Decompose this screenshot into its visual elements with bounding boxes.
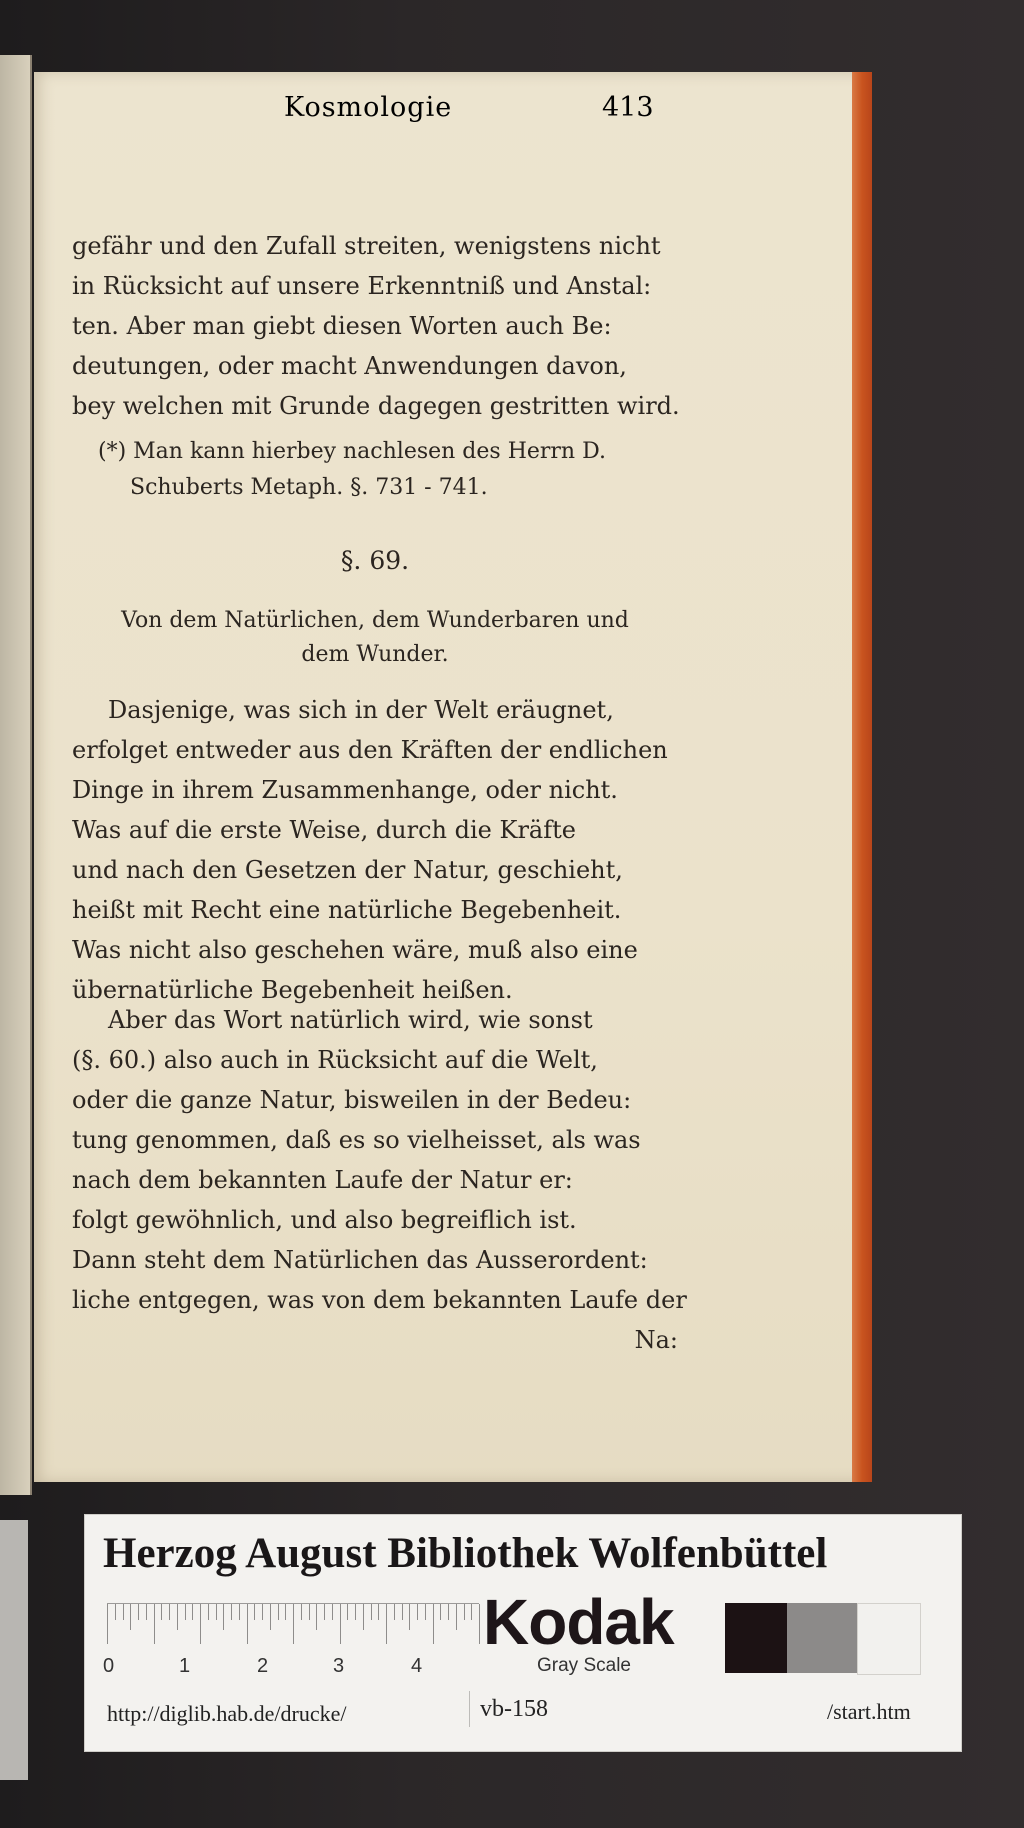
ruler-tick (247, 1604, 248, 1644)
ruler-tick (425, 1604, 426, 1620)
footnote-line: (*) Man kann hierbey nachlesen des Herrn D. (98, 439, 606, 464)
institution-name: Herzog August Bibliothek Wolfenbüttel (103, 1530, 828, 1577)
ruler-tick (363, 1604, 364, 1630)
ruler-tick (433, 1604, 434, 1644)
swatch-black (725, 1603, 787, 1673)
ruler-tick (107, 1604, 108, 1644)
running-title: Kosmologie (284, 92, 453, 123)
ruler-tick (169, 1604, 170, 1620)
text-line: ten. Aber man giebt diesen Worten auch Be: (72, 312, 612, 340)
ruler-tick (192, 1604, 193, 1620)
text-line: Was nicht also geschehen wäre, muß also eine (72, 936, 638, 964)
ruler-tick (208, 1604, 209, 1620)
ruler-tick (479, 1604, 480, 1644)
ruler-tick (216, 1604, 217, 1620)
text-line: nach dem bekannten Laufe der Natur er: (72, 1166, 573, 1194)
ruler-tick (293, 1604, 294, 1644)
paragraph-natural (72, 1000, 687, 1360)
page-header (240, 92, 660, 132)
url-suffix: /start.htm (827, 1699, 911, 1724)
text-line: in Rücksicht auf unsere Erkenntniß und Anstal: (72, 272, 652, 300)
page-red-edge (852, 72, 872, 1482)
text-line: gefähr und den Zufall streiten, wenigstens nicht (72, 232, 661, 260)
ruler-tick (378, 1604, 379, 1620)
ruler-tick (386, 1604, 387, 1644)
section-title (72, 604, 678, 672)
section-heading: §. 69. (340, 546, 410, 575)
ruler-tick (154, 1604, 155, 1644)
text-line: deutungen, oder macht Anwendungen davon, (72, 352, 627, 380)
text-line: tung genommen, daß es so vielheisset, als was (72, 1126, 641, 1154)
text-line: bey welchen mit Grunde dagegen gestritten wird. (72, 392, 680, 420)
text-line: heißt mit Recht eine natürliche Begebenheit. (72, 896, 622, 924)
section-title-line: Von dem Natürlichen, dem Wunderbaren und (121, 608, 629, 633)
scale-ruler (107, 1603, 479, 1644)
text-line: Was auf die erste Weise, durch die Kräfte (72, 816, 576, 844)
ruler-tick (115, 1604, 116, 1620)
ruler-tick (239, 1604, 240, 1620)
catchword: Na: (634, 1326, 678, 1354)
ruler-number: 4 (411, 1655, 423, 1677)
ruler-tick (464, 1604, 465, 1620)
ruler-tick (402, 1604, 403, 1620)
text-line: erfolget entweder aus den Kräften der endlichen (72, 736, 668, 764)
url-base: http://diglib.hab.de/drucke/ (107, 1701, 347, 1726)
ruler-tick (262, 1604, 263, 1620)
text-line: Dasjenige, was sich in der Welt eräugnet, (108, 696, 614, 724)
ruler-tick (161, 1604, 162, 1620)
page-number: 413 (602, 92, 654, 123)
ruler-tick (332, 1604, 333, 1620)
text-line: folgt gewöhnlich, und also begreiflich ist. (72, 1206, 577, 1234)
text-line: (§. 60.) also auch in Rücksicht auf die Welt, (72, 1046, 598, 1074)
ruler-tick (309, 1604, 310, 1620)
ruler-tick (185, 1604, 186, 1620)
text-line: übernatürliche Begebenheit heißen. (72, 976, 513, 1004)
paragraph-definition (72, 690, 678, 1010)
text-line: oder die ganze Natur, bisweilen in der Bedeu: (72, 1086, 632, 1114)
ruler-tick (440, 1604, 441, 1620)
ruler-tick (471, 1604, 472, 1620)
footnote (72, 434, 678, 506)
ruler-tick (371, 1604, 372, 1620)
text-line: Dann steht dem Natürlichen das Ausserordent: (72, 1246, 648, 1274)
ruler-number: 3 (333, 1655, 345, 1677)
kodak-logo: Kodak (483, 1586, 674, 1658)
ruler-number: 2 (257, 1655, 269, 1677)
ruler-tick (417, 1604, 418, 1620)
ruler-tick (254, 1604, 255, 1620)
ruler-tick (231, 1604, 232, 1620)
swatch-gray (787, 1603, 857, 1673)
ruler-number: 1 (179, 1655, 191, 1677)
text-line: liche entgegen, was von dem bekannten Laufe der (72, 1286, 687, 1314)
ruler-tick (347, 1604, 348, 1620)
ruler-tick (409, 1604, 410, 1630)
footnote-line: Schuberts Metaph. §. 731 - 741. (130, 475, 488, 500)
text-line: Dinge in ihrem Zusammenhange, oder nicht. (72, 776, 618, 804)
section-title-line: dem Wunder. (301, 642, 449, 667)
ruler-number: 0 (103, 1655, 115, 1677)
ruler-tick (301, 1604, 302, 1620)
ruler-tick (448, 1604, 449, 1620)
ruler-tick (316, 1604, 317, 1630)
ruler-tick (324, 1604, 325, 1620)
ruler-tick (130, 1604, 131, 1630)
ruler-tick (340, 1604, 341, 1644)
scanner-side-label (0, 1520, 28, 1780)
ruler-tick (285, 1604, 286, 1620)
text-line: und nach den Gesetzen der Natur, geschieht, (72, 856, 623, 884)
ruler-tick (278, 1604, 279, 1620)
url-shelfmark: vb-158 (469, 1691, 572, 1727)
previous-page-edge (0, 55, 32, 1495)
ruler-tick (200, 1604, 201, 1644)
text-line: Aber das Wort natürlich wird, wie sonst (108, 1006, 593, 1034)
gray-scale-label: Gray Scale (537, 1655, 631, 1676)
ruler-tick (394, 1604, 395, 1620)
ruler-tick (123, 1604, 124, 1620)
ruler-tick (355, 1604, 356, 1620)
ruler-tick (146, 1604, 147, 1620)
ruler-tick (223, 1604, 224, 1630)
swatch-white (857, 1603, 921, 1675)
ruler-tick (456, 1604, 457, 1630)
ruler-tick (177, 1604, 178, 1630)
ruler-tick (138, 1604, 139, 1620)
ruler-tick (270, 1604, 271, 1630)
color-target-card (84, 1514, 962, 1752)
paragraph-continued (72, 226, 678, 426)
